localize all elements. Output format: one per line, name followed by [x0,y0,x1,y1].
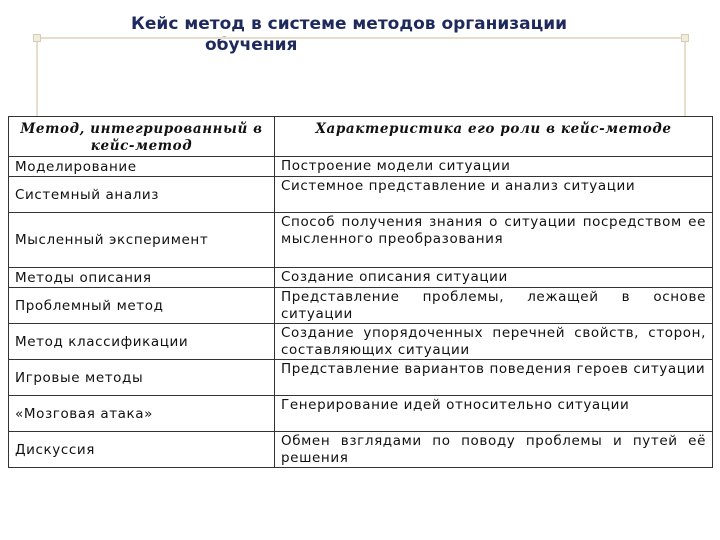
decorative-frame-left [36,37,38,117]
role-cell: Представление проблемы, лежащей в основе ситуации [275,288,713,324]
methods-table [8,116,713,468]
table-row [9,432,713,468]
role-cell: Обмен взглядами по поводу проблемы и путей её решения [275,432,713,468]
header-method: Метод, интегрированный в кейс-метод [9,117,275,157]
method-cell: Игровые методы [9,360,275,396]
method-cell: Методы описания [9,268,275,288]
method-cell: Мысленный эксперимент [9,213,275,268]
title-line-2: обучения [205,35,298,55]
role-cell: Системное представление и анализ ситуации [275,177,713,213]
frame-corner-left [33,34,41,42]
header-characteristic: Характеристика его роли в кейс-методе [275,117,713,157]
frame-corner-right [681,34,689,42]
role-cell: Генерирование идей относительно ситуации [275,396,713,432]
table-row [9,324,713,360]
table-row [9,157,713,177]
table-row [9,177,713,213]
decorative-frame-right [684,37,686,117]
table-row [9,268,713,288]
table-row [9,360,713,396]
method-cell: Дискуссия [9,432,275,468]
role-cell: Способ получения знания о ситуации посредством ее мысленного преобразования [275,213,713,268]
method-cell: Метод классификации [9,324,275,360]
role-cell: Создание описания ситуации [275,268,713,288]
role-cell: Построение модели ситуации [275,157,713,177]
title-line-1: Кейс метод в системе методов организации [131,14,568,34]
decorative-frame-top [38,37,685,39]
role-cell: Представление вариантов поведения героев ситуации [275,360,713,396]
method-cell: «Мозговая атака» [9,396,275,432]
method-cell: Моделирование [9,157,275,177]
table-row [9,288,713,324]
role-cell: Создание упорядоченных перечней свойств, сторон, составляющих ситуации [275,324,713,360]
table-row [9,396,713,432]
table-row [9,213,713,268]
table-header-row [9,117,713,157]
method-cell: Проблемный метод [9,288,275,324]
method-cell: Системный анализ [9,177,275,213]
